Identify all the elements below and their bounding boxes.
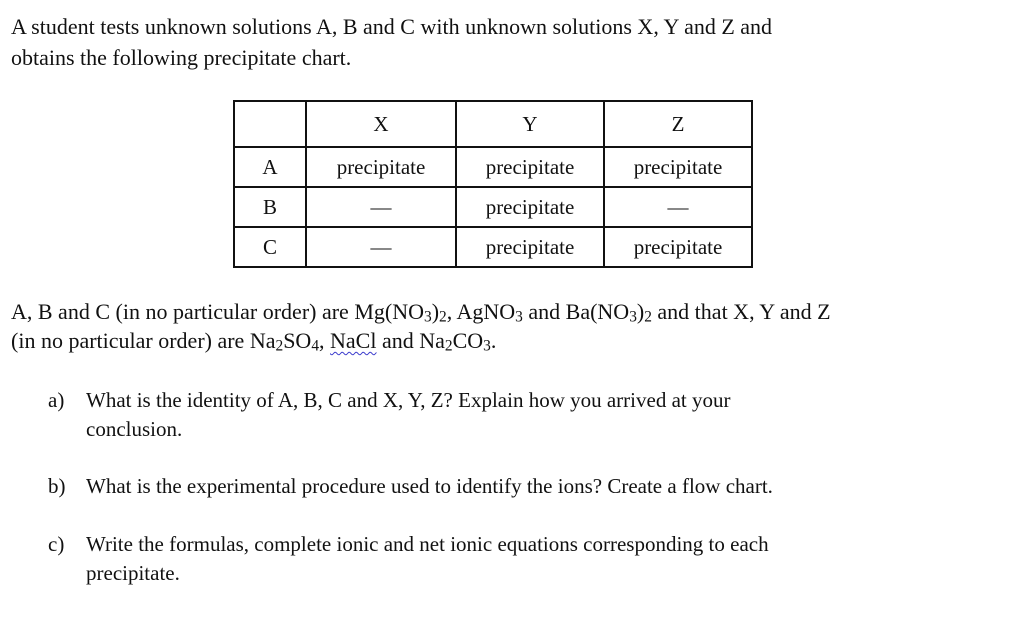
intro-line-2: obtains the following precipitate chart. — [11, 45, 352, 70]
text-span: ) — [431, 299, 440, 324]
text-span: A, B and C (in no particular order) are Mg(NO — [11, 299, 424, 324]
spellcheck-underlined-word: NaCl — [330, 328, 377, 353]
text-span: , — [319, 328, 331, 353]
cell-c-y: precipitate — [456, 227, 604, 267]
question-text — [86, 472, 773, 501]
subscript: 2 — [444, 337, 453, 355]
cell-a-x: precipitate — [306, 147, 456, 187]
question-line: What is the experimental procedure used to identify the ions? Create a flow chart. — [86, 474, 773, 498]
subscript: 2 — [275, 337, 284, 355]
question-line: Write the formulas, complete ionic and net ionic equations corresponding to each — [86, 532, 769, 556]
question-label: a) — [48, 388, 65, 412]
subscript: 2 — [644, 308, 652, 326]
table-corner-cell — [234, 101, 306, 147]
column-header-x: X — [306, 101, 456, 147]
text-span: , AgNO — [446, 299, 516, 324]
question-text — [86, 530, 769, 588]
question-label: b) — [48, 474, 66, 498]
subscript: 3 — [483, 337, 491, 355]
cell-b-x: — — [306, 187, 456, 227]
text-span: (in no particular order) are Na — [11, 328, 276, 353]
question-line: precipitate. — [86, 561, 180, 585]
cell-b-y: precipitate — [456, 187, 604, 227]
table-header-row — [234, 101, 752, 147]
intro-line-1: A student tests unknown solutions A, B and C with unknown solutions X, Y and Z and — [11, 14, 773, 39]
cell-a-y: precipitate — [456, 147, 604, 187]
question-text — [86, 386, 730, 444]
column-header-y: Y — [456, 101, 604, 147]
subscript: 3 — [629, 308, 637, 326]
subscript: 2 — [439, 308, 447, 326]
subscript: 3 — [423, 308, 432, 326]
cell-c-x: — — [306, 227, 456, 267]
table-row-b — [234, 187, 752, 227]
cell-c-z: precipitate — [604, 227, 752, 267]
table-row-c — [234, 227, 752, 267]
paragraph-line-1 — [11, 299, 831, 325]
cell-b-z: — — [604, 187, 752, 227]
subscript: 4 — [311, 337, 320, 355]
column-header-z: Z — [604, 101, 752, 147]
question-label: c) — [48, 532, 65, 556]
text-span: and Ba(NO — [522, 299, 630, 324]
precipitate-chart — [233, 100, 753, 268]
table-row-a — [234, 147, 752, 187]
question-line: conclusion. — [86, 417, 183, 441]
row-label-a: A — [234, 147, 306, 187]
cell-a-z: precipitate — [604, 147, 752, 187]
text-span: and Na — [376, 328, 445, 353]
subscript: 3 — [515, 308, 523, 326]
question-line: What is the identity of A, B, C and X, Y, Z? Explain how you arrived at your — [86, 388, 731, 412]
row-label-c: C — [234, 227, 306, 267]
text-span: CO — [452, 328, 484, 353]
paragraph-line-2 — [11, 328, 496, 354]
text-span: and that X, Y and Z — [651, 299, 831, 324]
text-span: ) — [636, 299, 645, 324]
row-label-b: B — [234, 187, 306, 227]
text-span: . — [490, 328, 497, 353]
text-span: SO — [283, 328, 312, 353]
